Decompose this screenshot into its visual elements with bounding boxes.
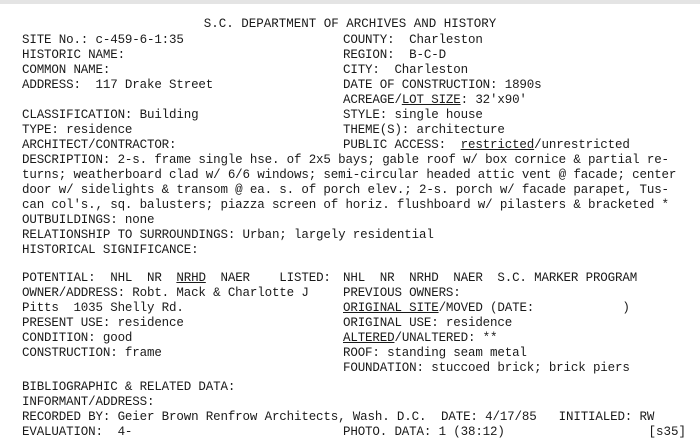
acreage-lot-size [343,94,527,108]
bibliographic-data: BIBLIOGRAPHIC & RELATED DATA: [22,380,236,394]
outbuildings: OUTBUILDINGS: none [22,213,155,227]
common-name: COMMON NAME: [22,63,111,77]
potential-nrhd: NRHD [176,271,206,285]
evaluation: EVALUATION: 4- [22,425,133,439]
acreage-label: ACREAGE/ [343,93,402,107]
date-of-construction: DATE OF CONSTRUCTION: 1890s [343,78,542,92]
scan-top-edge [0,0,700,4]
public-access-unrestricted: /unrestricted [534,138,630,152]
construction: CONSTRUCTION: frame [22,346,162,360]
page-title: S.C. DEPARTMENT OF ARCHIVES AND HISTORY [203,17,497,31]
original-site-label: ORIGINAL SITE [343,301,439,315]
owner-address-line-2: Pitts 1035 Shelly Rd. [22,301,184,315]
public-access [343,139,630,153]
original-use: ORIGINAL USE: residence [343,316,513,330]
altered [343,332,497,346]
description-line-1: DESCRIPTION: 2-s. frame single hse. of 2x5 bays; gable roof w/ box cornice & partial re- [22,153,669,167]
recorded-by: RECORDED BY: Geier Brown Renfrow Architects, Wash. D.C. DATE: 4/17/85 INITIALED: RW [22,410,655,424]
type: TYPE: residence [22,123,133,137]
reference-code: [s35] [648,425,686,439]
altered-label: ALTERED [343,331,395,345]
potential [22,272,331,286]
lot-size-value: : 32'x90' [460,93,527,107]
county: COUNTY: Charleston [343,33,483,47]
classification: CLASSIFICATION: Building [22,108,199,122]
architect-contractor: ARCHITECT/CONTRACTOR: [22,138,177,152]
description-line-3: door w/ sidelights & transom @ ea. s. of porch elev.; 2-s. porch w/ facade parapet, Tus- [22,183,669,197]
foundation: FOUNDATION: stuccoed brick; brick piers [343,361,630,375]
present-use: PRESENT USE: residence [22,316,184,330]
photo-data: PHOTO. DATA: 1 (38:12) [343,425,505,439]
address: ADDRESS: 117 Drake Street [22,78,214,92]
potential-listed-label: NAER LISTED: [205,271,331,285]
description-line-2: turns; weatherboard clad w/ 6/6 windows; semi-circular headed attic vent @ facade; center [22,168,677,182]
moved-date: /MOVED (DATE: ) [438,301,630,315]
public-access-restricted: restricted [460,138,535,152]
listed-options: NHL NR NRHD NAER S.C. MARKER PROGRAM [343,271,638,285]
owner-address-line-1: OWNER/ADDRESS: Robt. Mack & Charlotte J [22,286,309,300]
lot-size-label: LOT SIZE [401,93,461,107]
site-no: SITE No.: c-459-6-1:35 [22,33,184,47]
historic-name: HISTORIC NAME: [22,48,125,62]
city: CITY: Charleston [343,63,468,77]
style: STYLE: single house [343,108,483,122]
original-site [343,302,630,316]
relationship-to-surroundings: RELATIONSHIP TO SURROUNDINGS: Urban; largely residential [22,228,434,242]
description-line-4: can col's., sq. balusters; piazza screen of horiz. flushboard w/ pilasters & bracketed * [22,198,669,212]
public-access-label: PUBLIC ACCESS: [343,138,461,152]
roof: ROOF: standing seam metal [343,346,527,360]
region: REGION: B-C-D [343,48,446,62]
unaltered-label: /UNALTERED: ** [394,331,498,345]
historical-significance: HISTORICAL SIGNIFICANCE: [22,243,199,257]
themes: THEME(S): architecture [343,123,505,137]
previous-owners: PREVIOUS OWNERS: [343,286,461,300]
informant-address: INFORMANT/ADDRESS: [22,395,155,409]
condition: CONDITION: good [22,331,133,345]
potential-label: POTENTIAL: NHL NR [22,271,177,285]
